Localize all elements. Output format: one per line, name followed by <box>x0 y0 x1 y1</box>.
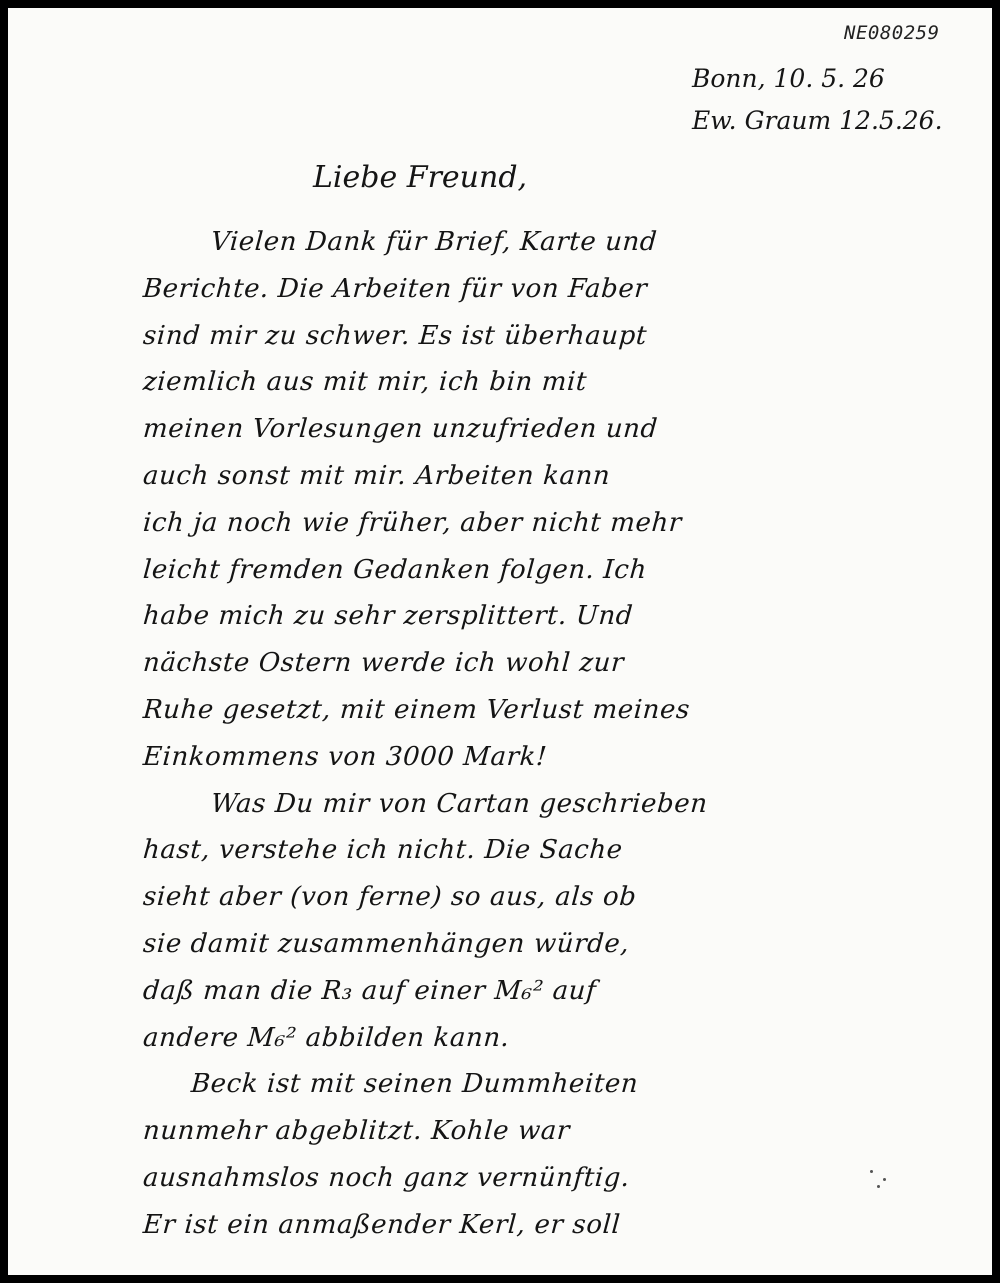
letter-line: daß man die R₃ auf einer M₆² auf <box>141 975 598 1006</box>
place-date: Bonn, 10. 5. 26 <box>692 64 885 93</box>
paper-speck <box>877 1185 880 1188</box>
letter-line: ziemlich aus mit mir, ich bin mit <box>141 367 589 398</box>
letter-page <box>8 8 992 1275</box>
letter-line: nunmehr abgeblitzt. Kohle war <box>141 1116 572 1147</box>
letter-line: leicht fremden Gedanken folgen. Ich <box>141 554 648 585</box>
letter-line: sie damit zusammenhängen würde, <box>141 928 631 959</box>
paper-speck <box>883 1178 886 1181</box>
letter-line: sieht aber (von ferne) so aus, als ob <box>141 882 638 913</box>
letter-line: ich ja noch wie früher, aber nicht mehr <box>141 507 683 538</box>
letter-line: Er ist ein anmaßender Kerl, er soll <box>141 1209 622 1240</box>
letter-line: Was Du mir von Cartan geschrieben <box>209 788 709 819</box>
archive-id: NE080259 <box>844 22 940 44</box>
letter-line: ausnahmslos noch ganz vernünftig. <box>141 1162 631 1193</box>
letter-line: sind mir zu schwer. Es ist überhaupt <box>141 320 648 351</box>
letter-line: Beck ist mit seinen Dummheiten <box>189 1069 640 1100</box>
letter-line: habe mich zu sehr zersplittert. Und <box>141 601 635 632</box>
received-note: Ew. Graum 12.5.26. <box>692 106 943 135</box>
letter-line: Vielen Dank für Brief, Karte und <box>209 227 659 257</box>
letter-line: Einkommens von 3000 Mark! <box>141 741 549 772</box>
letter-line: Berichte. Die Arbeiten für von Faber <box>141 273 649 304</box>
letter-line: hast, verstehe ich nicht. Die Sache <box>141 835 624 866</box>
letter-line: andere M₆² abbilden kann. <box>141 1022 511 1053</box>
letter-line: nächste Ostern werde ich wohl zur <box>141 648 626 679</box>
salutation: Liebe Freund, <box>313 160 528 195</box>
letter-line: auch sonst mit mir. Arbeiten kann <box>141 460 612 491</box>
letter-line: Ruhe gesetzt, mit einem Verlust meines <box>141 694 692 725</box>
letter-body <box>143 219 843 1249</box>
letter-line: meinen Vorlesungen unzufrieden und <box>141 414 659 445</box>
paper-speck <box>870 1170 873 1173</box>
